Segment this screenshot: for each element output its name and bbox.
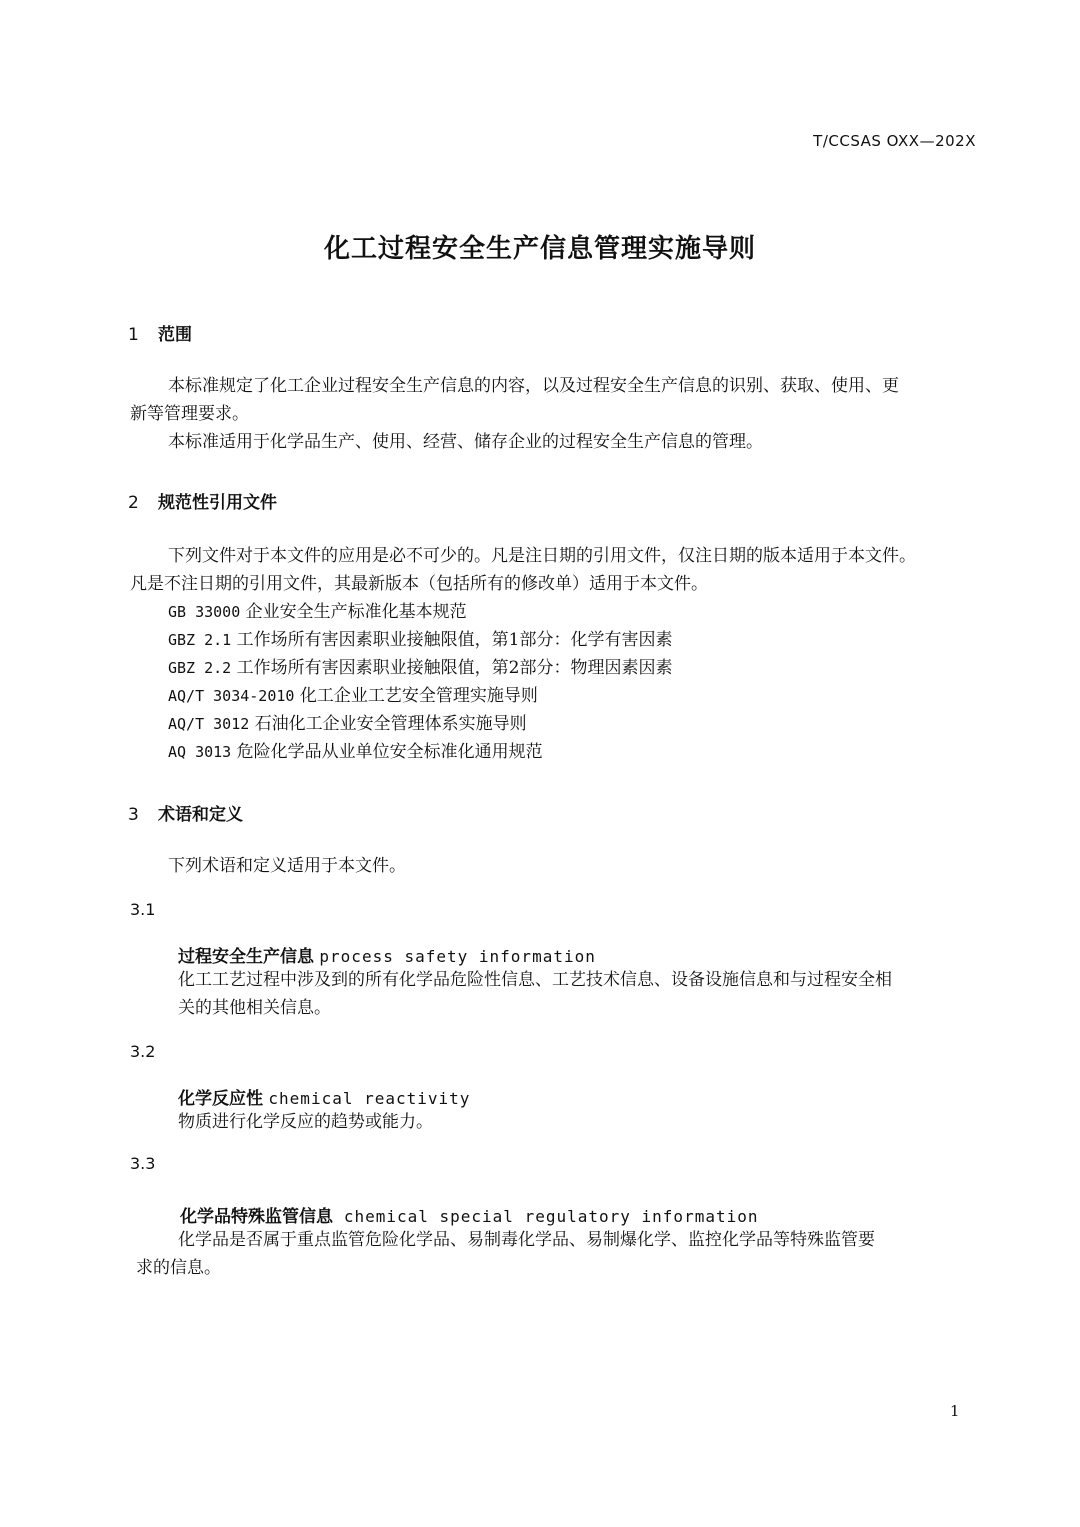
reference-code: GBZ 2.1 [168, 631, 232, 649]
paragraph-line: 凡是不注日期的引用文件，其最新版本（包括所有的修改单）适用于本文件。 [130, 574, 708, 594]
reference-code: GB 33000 [168, 603, 241, 621]
reference-item [168, 626, 672, 654]
page-number: 1 [950, 1402, 960, 1420]
definition-line: 化工工艺过程中涉及到的所有化学品危险性信息、工艺技术信息、设备设施信息和与过程安全相 [178, 970, 892, 990]
section-title: 术语和定义 [158, 805, 243, 825]
paragraph-line: 下列术语和定义适用于本文件。 [168, 856, 406, 876]
reference-item [168, 710, 527, 738]
reference-code: AQ/T 3012 [168, 715, 250, 733]
section-heading-normative-references [128, 488, 277, 513]
term-heading [178, 1084, 470, 1109]
clause-number: 3.3 [130, 1154, 156, 1173]
term-heading [178, 942, 596, 967]
paragraph-line: 下列文件对于本文件的应用是必不可少的。凡是注日期的引用文件，仅注日期的版本适用于本文件。 [168, 546, 916, 566]
section-title: 范围 [158, 325, 192, 345]
reference-title: 化工企业工艺安全管理实施导则 [299, 686, 538, 706]
document-code: T/CCSAS OXX—202X [813, 132, 976, 150]
reference-code: AQ 3013 [168, 743, 232, 761]
definition-line: 化学品是否属于重点监管危险化学品、易制毒化学品、易制爆化学、监控化学品等特殊监管要 [178, 1230, 875, 1250]
reference-code: GBZ 2.2 [168, 659, 232, 677]
section-number: 2 [128, 493, 139, 513]
reference-title: 工作场所有害因素职业接触限值，第2部分：物理因素因素 [236, 658, 673, 678]
reference-item [168, 598, 467, 626]
page-title: 化工过程安全生产信息管理实施导则 [323, 234, 756, 264]
paragraph-line: 本标准规定了化工企业过程安全生产信息的内容，以及过程安全生产信息的识别、获取、使用、更 [168, 376, 899, 396]
paragraph-line: 本标准适用于化学品生产、使用、经营、储存企业的过程安全生产信息的管理。 [168, 432, 763, 452]
term-zh: 化学反应性 [178, 1089, 263, 1109]
clause-number: 3.1 [130, 900, 156, 919]
term-heading [180, 1202, 759, 1227]
section-title: 规范性引用文件 [158, 493, 277, 513]
reference-title: 工作场所有害因素职业接触限值，第1部分：化学有害因素 [236, 630, 673, 650]
term-zh: 过程安全生产信息 [178, 947, 314, 967]
reference-title: 企业安全生产标准化基本规范 [245, 602, 467, 622]
term-en: chemical reactivity [268, 1089, 471, 1108]
reference-code: AQ/T 3034-2010 [168, 687, 295, 705]
reference-item [168, 738, 543, 766]
definition-line: 求的信息。 [136, 1258, 221, 1278]
clause-number: 3.2 [130, 1042, 156, 1061]
term-zh: 化学品特殊监管信息 [180, 1207, 333, 1227]
section-number: 3 [128, 805, 139, 825]
section-heading-terms [128, 800, 243, 825]
reference-item [168, 682, 538, 710]
reference-title: 石油化工企业安全管理体系实施导则 [254, 714, 527, 734]
definition-line: 物质进行化学反应的趋势或能力。 [178, 1112, 433, 1132]
term-en: process safety information [319, 947, 596, 966]
section-heading-scope [128, 320, 192, 345]
section-number: 1 [128, 325, 139, 345]
reference-title: 危险化学品从业单位安全标准化通用规范 [236, 742, 543, 762]
definition-line: 关的其他相关信息。 [178, 998, 331, 1018]
paragraph-line: 新等管理要求。 [130, 404, 249, 424]
reference-item [168, 654, 672, 682]
term-en: chemical special regulatory information [343, 1207, 759, 1226]
